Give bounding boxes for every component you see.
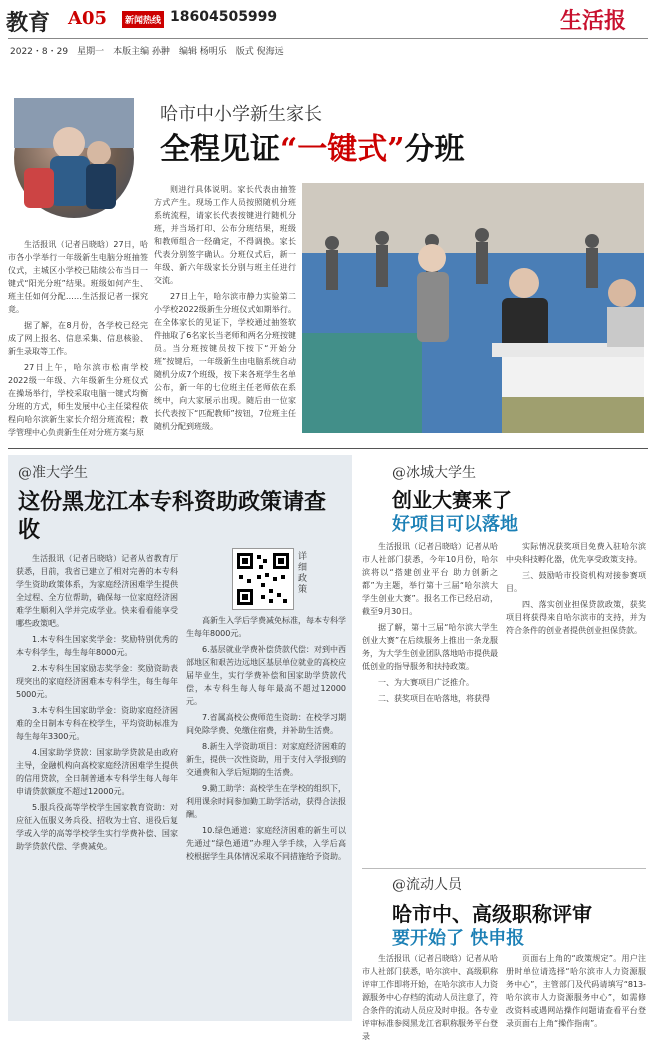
story3-column-1 [362, 540, 498, 862]
story2-headline: 这份黑龙江本专科资助政策请查收 [18, 489, 327, 543]
story1-column-2 [154, 183, 296, 443]
story2-column-1 [16, 552, 178, 1017]
story4-subheadline: 要开始了 快申报 [392, 928, 525, 949]
paragraph: 9.勤工助学：高校学生在学校的组织下，利用课余时间参加勤工助学活动，获得合法报酬。 [186, 784, 346, 819]
paragraph: 则进行具体说明。家长代表由抽签方式产生。现场工作人员按照随机分班系统流程，请家长代表按键进行随机分班，并当场打印、公布分班结果，班级和教师组合一经确定，不得调换。家长代表分别签字确认。分班仪式后，新一年级、新六年级家长分别与班主任进行交流。 [154, 185, 296, 285]
story1-headline [160, 124, 465, 168]
page-number: A05 [68, 8, 108, 29]
paragraph: 三、鼓励哈市投资机构对接参赛项目。 [506, 571, 646, 593]
story1-column-1 [8, 238, 148, 443]
story4-column-1 [362, 952, 498, 1041]
story2-column-2 [186, 614, 346, 1017]
story4-tag: @流动人员 [392, 877, 462, 893]
story2-tag: @准大学生 [18, 465, 88, 481]
paragraph: 页面右上角的“政策规定”。用户注册时单位请选择“哈尔滨市人力资源服务中心”，主管部门及代码请填写“813-哈尔滨市人力资源服务中心”，如需修改资料或遇网站操作问题请查看平台登录页面右上角“操作指南”。 [506, 954, 646, 1028]
paragraph: 2.本专科生国家励志奖学金：奖励资助表现突出的家庭经济困难本专科学生，每生每年5000元。 [16, 664, 178, 699]
qr-code-icon [233, 549, 293, 609]
page-header [0, 0, 654, 58]
qr-code[interactable] [232, 548, 294, 610]
paragraph: 5.服兵役高等学校学生国家教育资助：对应征入伍服义务兵役、招收为士官、退役后复学或入学的高等学校学生实行学费补偿、国家助学贷款代偿、学费减免。 [16, 803, 178, 851]
story1-main-photo [302, 183, 644, 433]
story1-headline-pre: 全程见证 [160, 132, 280, 167]
paragraph: 一、为大赛项目广泛推介。 [378, 678, 474, 687]
paragraph: 二、获奖项目在哈落地，将获得 [378, 694, 490, 703]
paragraph: 据了解，第十三届“哈尔滨大学生创业大赛”在后续服务上推出一条龙服务，为大学生创业团队落地哈市提供最低创业的指导服务和扶持政策。 [362, 623, 498, 671]
story3-column-2 [506, 540, 646, 862]
paragraph: 生活报讯（记者吕晓晗）记者从省教育厅获悉，目前，我省已建立了相对完善的本专科学生资助政策体系，为家庭经济困难学生提供全过程、全方位帮助，确保每一位家庭经济困难学生顺利入学并完成学业。快来看看能享受哪些政策吧。 [16, 554, 178, 628]
paragraph: 4.国家助学贷款：国家助学贷款是由政府主导，金融机构向高校家庭经济困难学生提供的信用贷款，全日制普通本专科学生每人每年申请贷款额度不超过12000元。 [16, 748, 178, 796]
story1-circle-photo [14, 98, 134, 218]
story-divider [362, 868, 646, 869]
newspaper-logo: 生活报 [560, 8, 627, 34]
paragraph: 8.新生入学资助项目：对家庭经济困难的新生，提供一次性资助，用于支付入学报到的交通费和入学后短期的生活费。 [186, 742, 346, 777]
lottery-scene-photo-icon [302, 183, 644, 433]
paragraph: 7.省属高校公费师范生资助：在校学习期间免除学费、免缴住宿费，并补助生活费。 [186, 713, 346, 735]
paragraph: 四、落实创业担保贷款政策，获奖项目将获得来自哈尔滨市的支持，并为符合条件的创业者提供创业担保贷款。 [506, 600, 646, 635]
header-rule [8, 38, 648, 39]
paragraph: 3.本专科生国家助学金：资助家庭经济困难的全日制本专科在校学生，平均资助标准为每生每年3300元。 [16, 706, 178, 741]
qr-label: 详细政策 [298, 552, 308, 595]
story1-headline-quote: “一键式” [280, 132, 405, 167]
story4-column-2 [506, 952, 646, 1028]
paragraph: 高新生入学后学费减免标准，每本专科学生每年8000元。 [186, 616, 346, 638]
section-divider [8, 448, 648, 449]
paragraph: 10.绿色通道：家庭经济困难的新生可以先通过“绿色通道”办理入学手续，入学后高校根据学生具体情况采取不同措施给予资助。 [186, 826, 346, 861]
paragraph: 1.本专科生国家奖学金：奖励特别优秀的本专科学生，每生每年8000元。 [16, 635, 178, 657]
paragraph: 实际情况获奖项目免费入驻哈尔滨中央科技孵化器，优先享受政策支持。 [506, 542, 646, 564]
children-photo-icon [14, 98, 134, 218]
story3-headline: 创业大赛来了 [392, 488, 512, 512]
paragraph: 据了解，在8月份，各学校已经完成了网上报名、信息采集、信息核验、新生录取等工作。 [8, 321, 148, 356]
story4-headline: 哈市中、高级职称评审 [392, 902, 592, 926]
story1-headline-post: 分班 [404, 132, 465, 167]
story3-tag: @冰城大学生 [392, 465, 476, 481]
paragraph: 生活报讯（记者吕晓晗）27日，哈市各小学举行一年级新生电脑分班抽签仪式，主城区小学校已陆续公布当日一键式“阳光分班”结果。班级如何产生、班主任如何分配……生活报记者一探究竟。 [8, 240, 148, 314]
story1-kicker: 哈市中小学新生家长 [160, 104, 322, 125]
paragraph: 生活报讯（记者吕晓晗）记者从哈市人社部门获悉，哈尔滨中、高级职称评审工作即将开始，在哈尔滨市人力资源服务中心存档的流动人员注意了，符合条件的流动人员应及时申报。各专业评审标准参阅黑龙江省职称服务平台登录 [362, 954, 498, 1041]
paragraph: 6.基层就业学费补偿贷款代偿：对到中西部地区和艰苦边远地区基层单位就业的高校应届毕业生，实行学费补偿和国家助学贷款代偿，本专科生每人每年最高不超过12000元。 [186, 645, 346, 706]
hotline-label: 新闻热线 [122, 11, 164, 28]
story3-subheadline: 好项目可以落地 [392, 514, 518, 535]
hotline-phone: 18604505999 [170, 9, 278, 25]
paragraph: 27日上午，哈尔滨市静力实验第二小学校2022级新生分班仪式如期举行。在全体家长的见证下，学校通过抽签软件抽取了6名家长当老师和两名分班按键员。当分班按键员按下按下“开始分班”按键后，一年级新生由电脑系统自动随机分成7个班级，按下来各班学生名单公布，新一年的七位班主任老师依在系统中，向大家展示出现。随后由一位家长代表按下“匹配教师”按钮，7位班主任随机分配到班级。 [154, 292, 296, 431]
issue-meta: 2022・8・29 星期一 本版主编 孙翀 编辑 杨明乐 版式 倪海远 [10, 47, 284, 57]
paragraph: 生活报讯（记者吕晓晗）记者从哈市人社部门获悉，今年10月份，哈尔滨将以“搭建创业平台 助力创新之都”为主题，举行第十三届“哈尔滨大学生创业大赛”。报名工作已经启动，截至9月30日。 [362, 542, 498, 616]
section-title: 教育 [6, 10, 51, 36]
paragraph: 27日上午，哈尔滨市松南学校2022级一年级、六年级新生分班仪式在操场举行，学校采取电脑一键式均衡分班的方式，师生发展中心主任梁程依程向哈尔滨新生家长介绍分班流程；教学管理中心负责新生任对分班方案与原 [8, 363, 148, 437]
